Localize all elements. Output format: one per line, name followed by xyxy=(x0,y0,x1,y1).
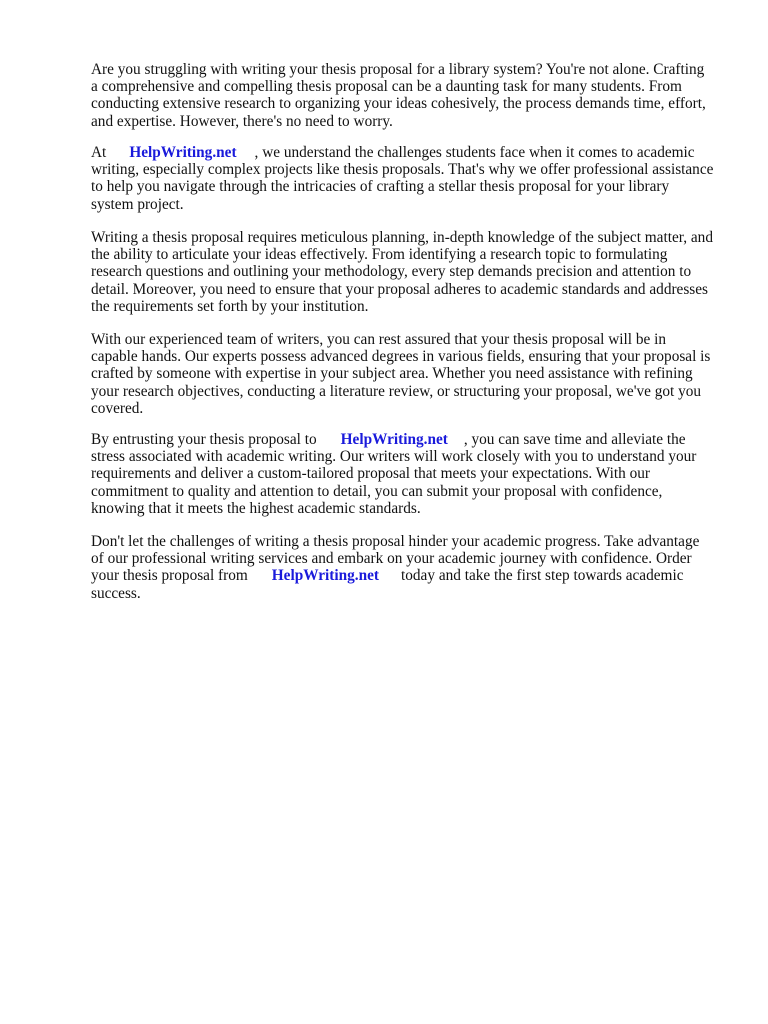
text-line: Don't let the challenges of writing a thesis proposal hinder your academic progress. Take advantage xyxy=(91,533,700,550)
text-line: and expertise. However, there's no need to worry. xyxy=(91,112,393,130)
after-link-text: today and take the first step towards academic xyxy=(401,567,684,585)
text-line: research questions and outlining your methodology, every step demands precision and attention to xyxy=(91,263,692,281)
paragraph-closing xyxy=(91,533,699,602)
text-line: detail. Moreover, you need to ensure that your proposal adheres to academic standards and addresses xyxy=(91,280,708,298)
helpwriting-link[interactable]: HelpWriting.net xyxy=(271,567,380,585)
text-line: success. xyxy=(91,584,141,602)
paragraph-requirements xyxy=(91,229,713,315)
paragraph-entrusting xyxy=(91,431,696,517)
text-line xyxy=(91,144,713,161)
text-line: capable hands. Our experts possess advanced degrees in various fields, ensuring that your proposal is xyxy=(91,348,711,366)
text-line: Are you struggling with writing your thesis proposal for a library system? You're not alone. Crafting xyxy=(91,61,705,78)
lead-text: By entrusting your thesis proposal to xyxy=(91,431,317,448)
text-line xyxy=(91,567,699,584)
text-line: writing, especially complex projects like thesis proposals. That's why we offer professional assistance xyxy=(91,161,714,179)
paragraph-writers xyxy=(91,331,710,417)
text-line: conducting extensive research to organizing your ideas cohesively, the process demands time, effort, xyxy=(91,95,706,113)
text-line xyxy=(91,431,696,448)
text-line: commitment to quality and attention to detail, you can submit your proposal with confidence, xyxy=(91,482,663,500)
lead-text: your thesis proposal from xyxy=(91,567,248,585)
text-line: of our professional writing services and embark on your academic journey with confidence. Order xyxy=(91,550,692,568)
helpwriting-link[interactable]: HelpWriting.net xyxy=(340,431,448,448)
after-link-text: , you can save time and alleviate the xyxy=(463,431,686,448)
text-line: system project. xyxy=(91,195,184,213)
text-line: knowing that it meets the highest academic standards. xyxy=(91,499,421,517)
paragraph-intro xyxy=(91,61,706,130)
lead-text: At xyxy=(91,144,107,161)
text-line: stress associated with academic writing. Our writers will work closely with you to understand your xyxy=(91,448,697,466)
helpwriting-link[interactable]: HelpWriting.net xyxy=(129,144,237,161)
text-line: your research objectives, conducting a literature review, or structuring your proposal, we've got you xyxy=(91,382,702,400)
text-line: requirements and deliver a custom-tailored proposal that meets your expectations. With our xyxy=(91,465,650,483)
text-line: crafted by someone with expertise in your subject area. Whether you need assistance with refining xyxy=(91,365,693,383)
text-line: the ability to articulate your ideas effectively. From identifying a research topic to formulating xyxy=(91,246,668,264)
after-link-text: , we understand the challenges students face when it comes to academic xyxy=(254,144,695,161)
text-line: covered. xyxy=(91,399,144,417)
text-line: a comprehensive and compelling thesis proposal can be a daunting task for many students. From xyxy=(91,78,682,96)
text-line: the requirements set forth by your institution. xyxy=(91,297,369,315)
text-line: Writing a thesis proposal requires meticulous planning, in-depth knowledge of the subject matter, and xyxy=(91,229,713,246)
text-line: With our experienced team of writers, you can rest assured that your thesis proposal will be in xyxy=(91,331,666,348)
paragraph-at-helpwriting xyxy=(91,144,713,213)
text-line: to help you navigate through the intricacies of crafting a stellar thesis proposal for your library xyxy=(91,178,670,196)
